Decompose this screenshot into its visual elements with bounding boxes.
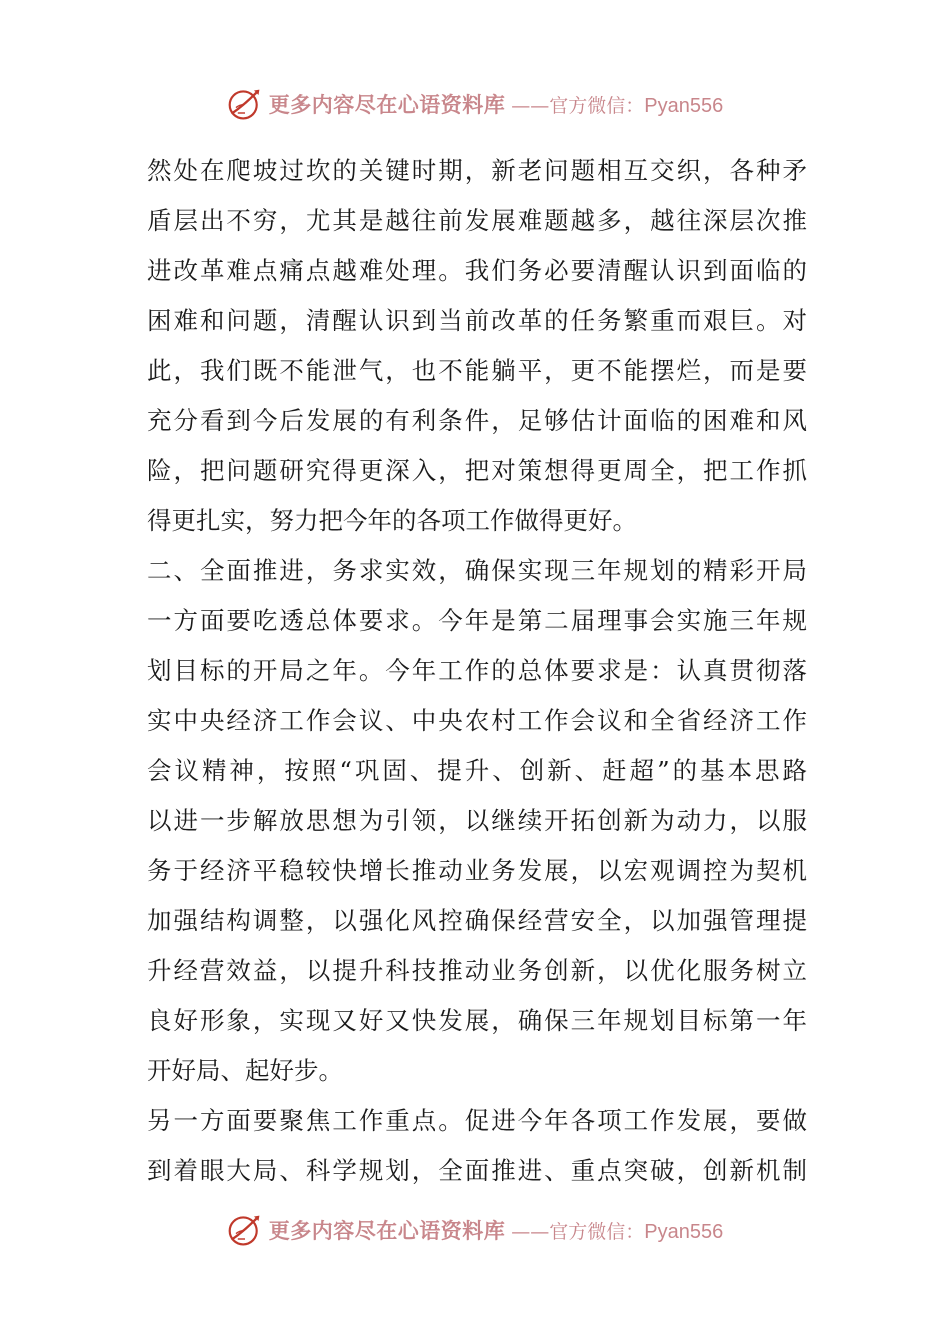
- text-line: 进改革难点痛点越难处理。我们务必要清醒认识到面临的: [147, 256, 807, 285]
- banner-contact: [511, 1217, 723, 1244]
- text-line: 困难和问题，清醒认识到当前改革的任务繁重而艰巨。对: [147, 306, 807, 335]
- text-line: 险，把问题研究得更深入，把对策想得更周全，把工作抓: [147, 456, 807, 485]
- text-line: 充分看到今后发展的有利条件，足够估计面临的困难和风: [147, 406, 807, 435]
- text-line: 另一方面要聚焦工作重点。促进今年各项工作发展，要做: [147, 1106, 807, 1135]
- banner-contact-label: 官方微信：: [549, 1220, 645, 1243]
- pen-logo-icon: [227, 86, 263, 122]
- document-body: [147, 146, 807, 1196]
- text-line: 良好形象，实现又好又快发展，确保三年规划目标第一年: [147, 1006, 807, 1035]
- banner-brand-text: 更多内容尽在心语资料库: [268, 1218, 506, 1243]
- text-line: 到着眼大局、科学规划，全面推进、重点突破，创新机制: [147, 1156, 807, 1185]
- header-banner: [0, 80, 950, 128]
- section-heading: 二、全面推进，务求实效，确保实现三年规划的精彩开局: [147, 556, 807, 585]
- pen-logo-icon: [227, 1212, 263, 1248]
- banner-contact-label: 官方微信：: [549, 94, 645, 117]
- banner-dash: ——: [511, 1220, 550, 1243]
- banner-dash: ——: [511, 94, 550, 117]
- text-line: 以进一步解放思想为引领，以继续开拓创新为动力，以服: [147, 806, 807, 835]
- text-line: 划目标的开局之年。今年工作的总体要求是：认真贯彻落: [147, 656, 807, 685]
- text-line: 然处在爬坡过坎的关键时期，新老问题相互交织，各种矛: [147, 156, 807, 185]
- banner-contact-id: Pyan556: [644, 94, 724, 117]
- text-line: 务于经济平稳较快增长推动业务发展，以宏观调控为契机: [147, 856, 807, 885]
- text-line: 会议精神，按照“巩固、提升、创新、赶超”的基本思路: [147, 756, 807, 785]
- text-line: 一方面要吃透总体要求。今年是第二届理事会实施三年规: [147, 606, 807, 635]
- footer-banner: [0, 1206, 950, 1254]
- text-line: 加强结构调整，以强化风控确保经营安全，以加强管理提: [147, 906, 807, 935]
- text-line: 升经营效益，以提升科技推动业务创新，以优化服务树立: [147, 956, 807, 985]
- text-line: 开好局、起好步。: [147, 1056, 343, 1085]
- text-line: 得更扎实，努力把今年的各项工作做得更好。: [147, 506, 637, 535]
- text-line: 此，我们既不能泄气，也不能躺平，更不能摆烂，而是要: [147, 356, 807, 385]
- text-line: 实中央经济工作会议、中央农村工作会议和全省经济工作: [147, 706, 807, 735]
- banner-contact: [511, 91, 723, 118]
- banner-brand-text: 更多内容尽在心语资料库: [268, 92, 506, 117]
- banner-contact-id: Pyan556: [644, 1220, 724, 1243]
- text-line: 盾层出不穷，尤其是越往前发展难题越多，越往深层次推: [147, 206, 807, 235]
